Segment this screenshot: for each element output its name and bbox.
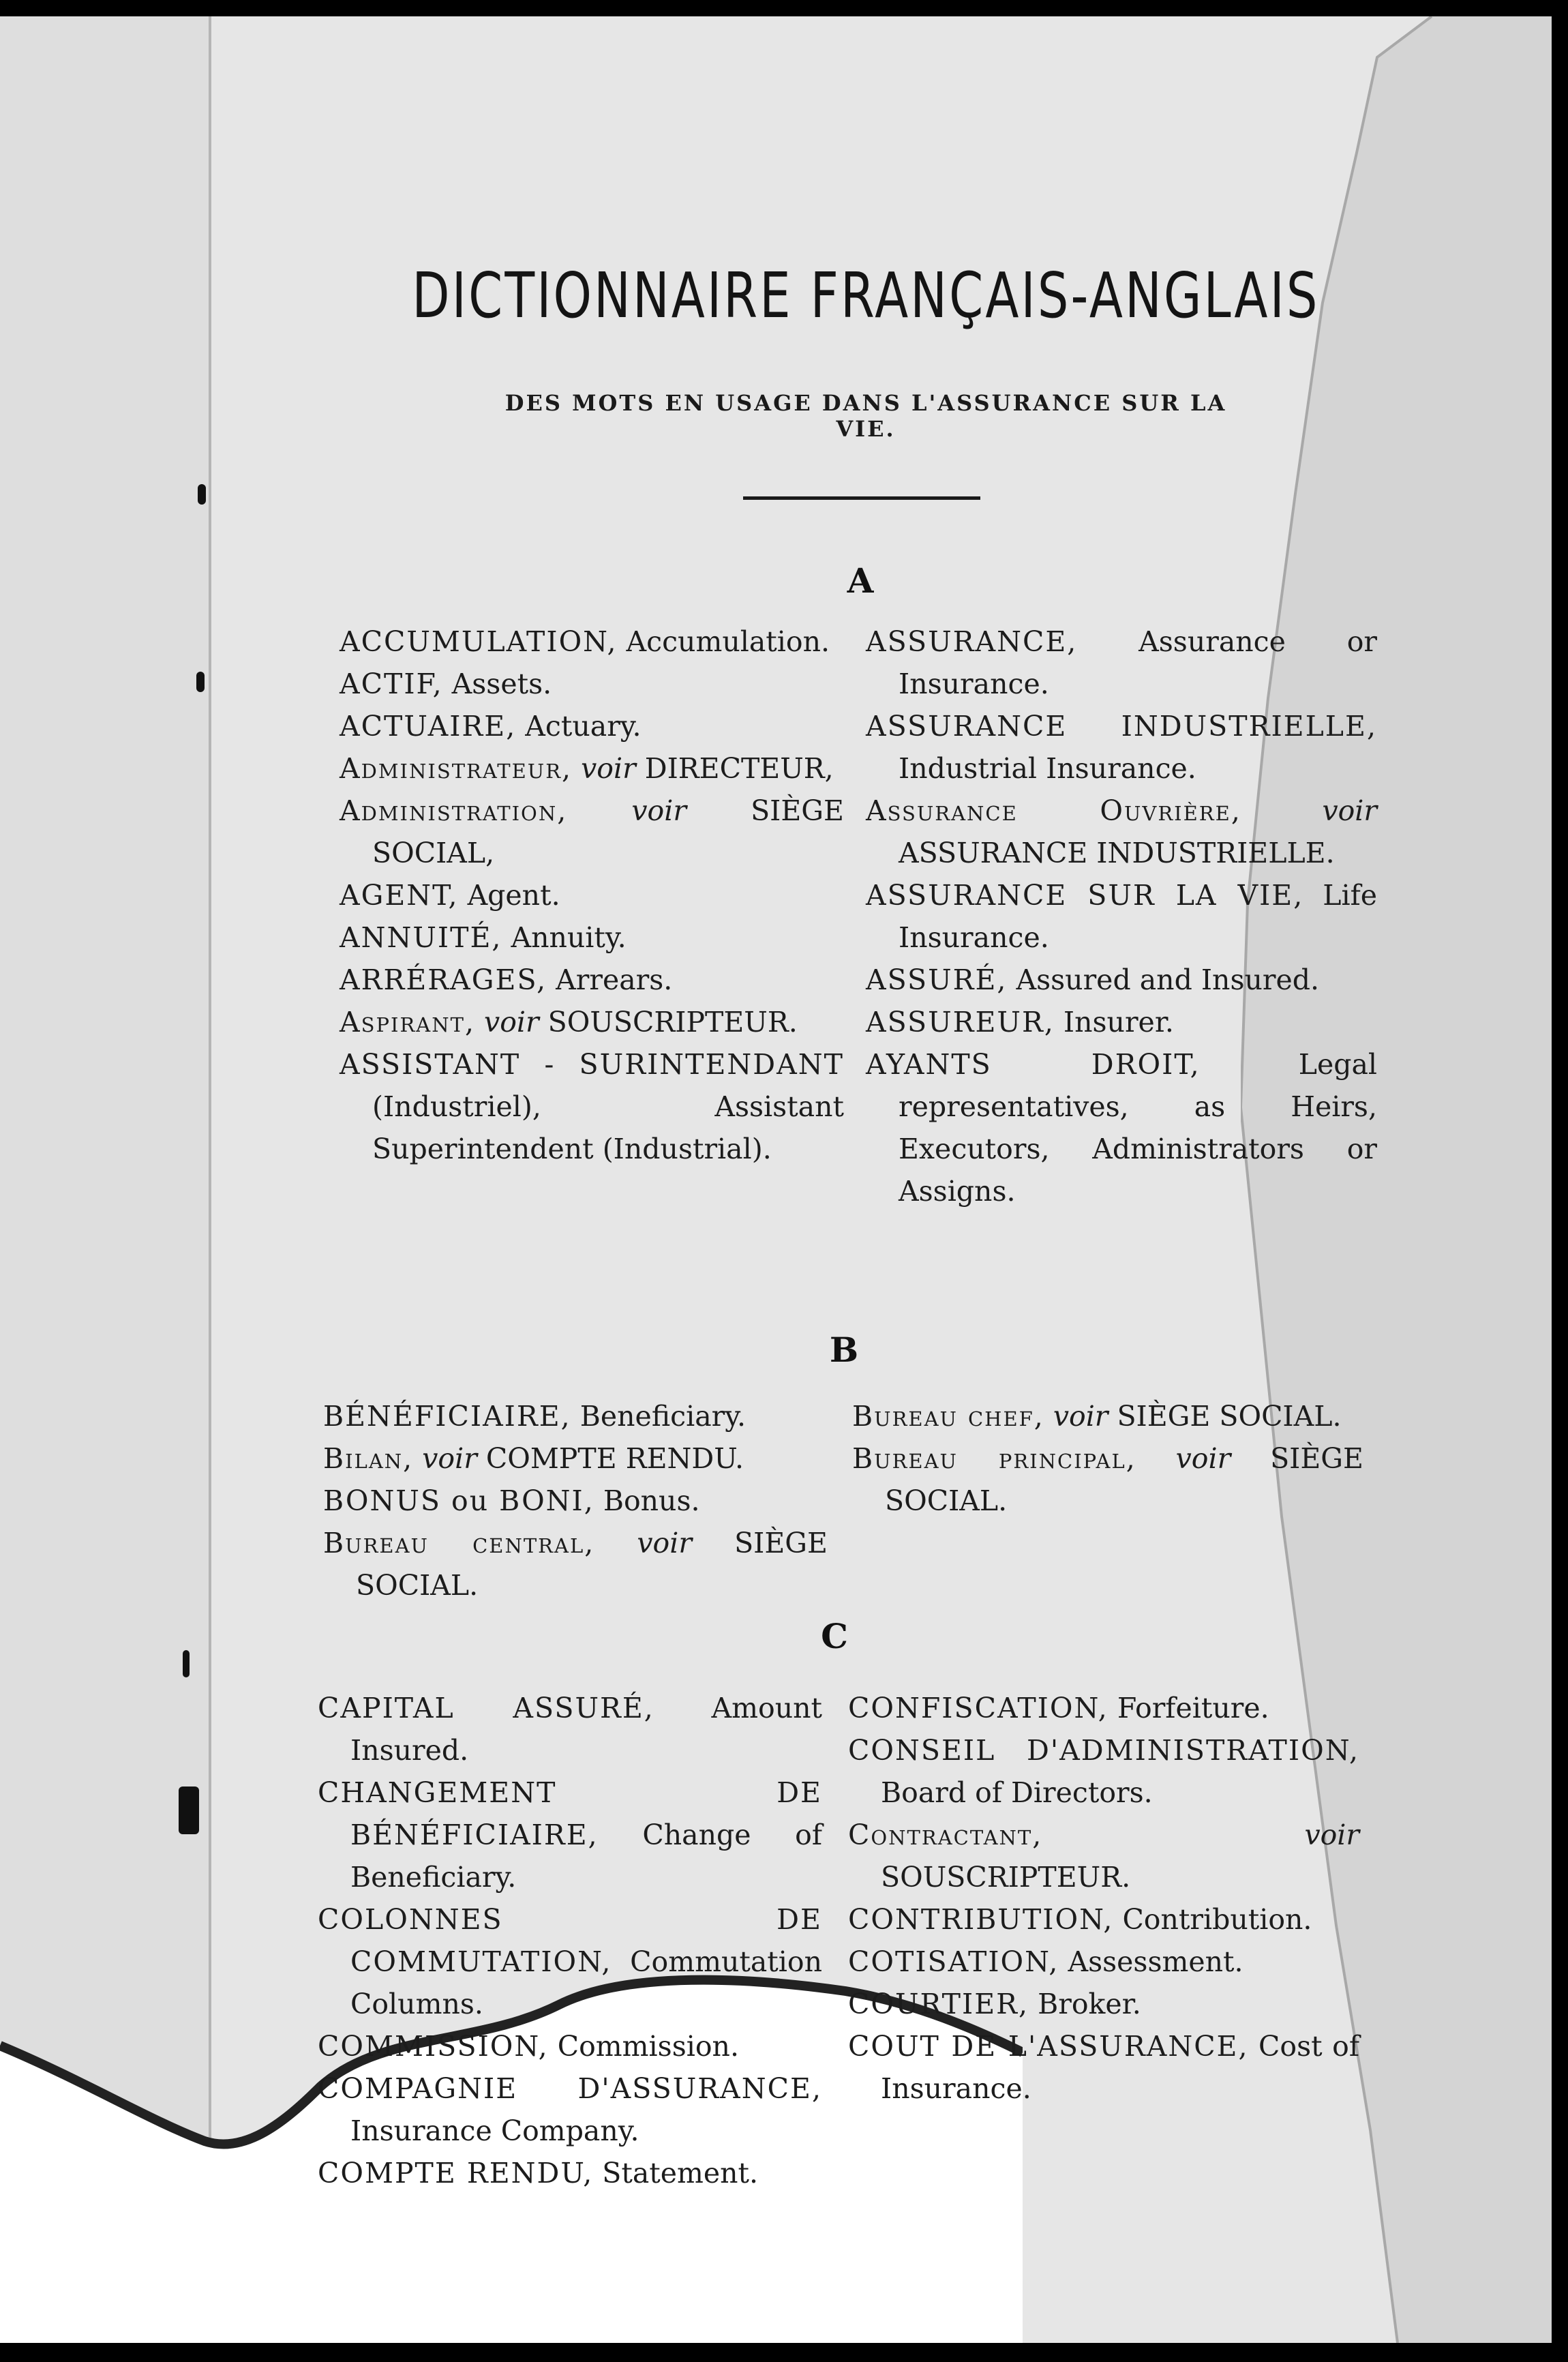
entry-translation: Commission. bbox=[548, 2030, 739, 2063]
title-rule bbox=[743, 496, 980, 500]
entry-head: COMPAGNIE D'ASSURANCE, bbox=[318, 2072, 822, 2105]
section-letter-b: B bbox=[829, 1330, 859, 1370]
dictionary-entry bbox=[318, 2025, 822, 2067]
entry-translation: Statement. bbox=[593, 2157, 759, 2189]
dictionary-entry bbox=[318, 2067, 822, 2152]
entry-translation: Cost of Insurance. bbox=[881, 2030, 1359, 2105]
entry-translation: Bonus. bbox=[594, 1484, 700, 1517]
entry-head: CHANGEMENT DE BÉNÉFICIAIRE, bbox=[318, 1776, 822, 1851]
entry-head: ASSURANCE SUR LA VIE, bbox=[866, 879, 1304, 912]
entry-translation: Life Insurance. bbox=[899, 879, 1378, 954]
entry-head: ACCUMULATION, bbox=[340, 625, 618, 658]
entry-translation: SIÈGE SOCIAL. bbox=[885, 1442, 1363, 1517]
entry-head: Aspirant, bbox=[340, 1006, 475, 1038]
dictionary-entry bbox=[848, 1687, 1359, 1729]
edge-ink-mark bbox=[179, 1787, 199, 1834]
dictionary-entry bbox=[866, 1043, 1377, 1212]
edge-ink-mark bbox=[183, 1650, 190, 1677]
entry-head: AYANTS DROIT, bbox=[866, 1048, 1201, 1081]
dictionary-entry bbox=[323, 1522, 828, 1606]
entry-voir: voir bbox=[1175, 1442, 1231, 1475]
entry-translation: (Industriel), Assistant Superintendent (Industrial). bbox=[372, 1090, 844, 1165]
entry-head: COURTIER, bbox=[848, 1988, 1029, 2020]
dictionary-entry bbox=[318, 1687, 822, 1772]
entry-head: ACTUAIRE, bbox=[340, 710, 517, 743]
entry-head: ASSUREUR, bbox=[866, 1006, 1055, 1038]
entry-head: COLONNES DE COMMUTATION, bbox=[318, 1903, 822, 1978]
entry-translation: SIÈGE SOCIAL. bbox=[1108, 1400, 1342, 1433]
entry-head: Bureau chef, bbox=[852, 1400, 1044, 1433]
page-subtitle: DES MOTS EN USAGE DANS L'ASSURANCE SUR LA VIE. bbox=[504, 390, 1227, 442]
dictionary-entry bbox=[848, 1898, 1359, 1941]
dictionary-entry bbox=[323, 1480, 828, 1522]
entry-translation: COMPTE RENDU. bbox=[477, 1442, 744, 1475]
entry-translation: Commutation Columns. bbox=[350, 1945, 822, 2020]
entry-translation: Annuity. bbox=[502, 921, 627, 954]
entry-head: Assurance Ouvrière, bbox=[866, 794, 1241, 827]
entry-head: ANNUITÉ, bbox=[340, 921, 502, 954]
entry-head: ASSISTANT - SURINTENDANT bbox=[340, 1048, 844, 1081]
entry-translation: Change of Beneficiary. bbox=[350, 1819, 822, 1894]
entry-head: Contractant, bbox=[848, 1819, 1043, 1851]
scan-border-right bbox=[1552, 0, 1568, 2362]
dictionary-entry bbox=[340, 747, 844, 790]
dictionary-entry bbox=[852, 1395, 1363, 1437]
entry-translation: Arrears. bbox=[547, 963, 673, 996]
section-b-left-column bbox=[323, 1395, 828, 1606]
entry-translation: Assets. bbox=[442, 668, 552, 700]
entry-head: CONTRIBUTION, bbox=[848, 1903, 1114, 1936]
entry-head: ARRÉRAGES, bbox=[340, 963, 547, 996]
scan-border-bottom bbox=[0, 2343, 1568, 2362]
entry-head: ASSURANCE, bbox=[866, 625, 1078, 658]
entry-translation: Contribution. bbox=[1113, 1903, 1312, 1936]
entry-head: Administration, bbox=[340, 794, 568, 827]
entry-head: ASSURANCE INDUSTRIELLE, bbox=[866, 710, 1377, 743]
dictionary-entry bbox=[848, 1814, 1359, 1898]
dictionary-entry bbox=[340, 874, 844, 916]
entry-voir: voir bbox=[422, 1442, 477, 1475]
entry-translation: Accumulation. bbox=[617, 625, 830, 658]
dictionary-entry bbox=[848, 2025, 1359, 2110]
entry-head: COMPTE RENDU, bbox=[318, 2157, 594, 2189]
section-letter-a: A bbox=[847, 560, 874, 601]
entry-head: COTISATION, bbox=[848, 1945, 1059, 1978]
entry-head: BÉNÉFICIAIRE, bbox=[323, 1400, 571, 1433]
dictionary-entry bbox=[866, 959, 1377, 1001]
entry-translation: Broker. bbox=[1029, 1988, 1141, 2020]
edge-ink-mark bbox=[196, 672, 205, 692]
entry-voir: voir bbox=[637, 1527, 692, 1559]
edge-ink-mark bbox=[198, 484, 206, 505]
entry-head: CONSEIL D'ADMINISTRATION, bbox=[848, 1734, 1359, 1767]
entry-translation: Assessment. bbox=[1059, 1945, 1243, 1978]
entry-translation: Industrial Insurance. bbox=[899, 752, 1196, 785]
dictionary-entry bbox=[866, 705, 1377, 790]
dictionary-entry bbox=[318, 2152, 822, 2194]
dictionary-entry bbox=[340, 790, 844, 874]
dictionary-entry bbox=[340, 621, 844, 663]
entry-head: CONFISCATION, bbox=[848, 1692, 1109, 1724]
entry-head: CAPITAL ASSURÉ, bbox=[318, 1692, 654, 1724]
section-c-left-column bbox=[318, 1687, 822, 2194]
dictionary-entry bbox=[848, 1729, 1359, 1814]
entry-translation: DIRECTEUR, bbox=[635, 752, 834, 785]
dictionary-entry bbox=[866, 874, 1377, 959]
scan-border-top bbox=[0, 0, 1568, 16]
dictionary-entry bbox=[866, 621, 1377, 705]
dictionary-entry bbox=[848, 1983, 1359, 2025]
section-c-right-column bbox=[848, 1687, 1359, 2110]
dictionary-entry bbox=[340, 1001, 844, 1043]
entry-translation: Forfeiture. bbox=[1108, 1692, 1269, 1724]
section-a-right-column bbox=[866, 621, 1377, 1212]
entry-head: Administrateur, bbox=[340, 752, 573, 785]
dictionary-entry bbox=[866, 1001, 1377, 1043]
entry-translation: Beneficiary. bbox=[571, 1400, 747, 1433]
dictionary-entry bbox=[866, 790, 1377, 874]
section-letter-c: C bbox=[821, 1616, 848, 1656]
dictionary-entry bbox=[323, 1395, 828, 1437]
page-title: DICTIONNAIRE FRANÇAIS-ANGLAIS bbox=[412, 259, 1320, 332]
entry-translation: ASSURANCE INDUSTRIELLE. bbox=[899, 837, 1335, 869]
entry-translation: SOUSCRIPTEUR. bbox=[539, 1006, 798, 1038]
entry-translation: Legal representatives, as Heirs, Executors, Administrators or Assigns. bbox=[899, 1048, 1378, 1208]
entry-voir: voir bbox=[581, 752, 636, 785]
dictionary-entry bbox=[318, 1898, 822, 2025]
entry-head: Bureau central, bbox=[323, 1527, 595, 1559]
dictionary-entry bbox=[318, 1772, 822, 1898]
entry-voir: voir bbox=[1304, 1819, 1359, 1851]
entry-head: ACTIF, bbox=[340, 668, 443, 700]
entry-head: COMMISSION, bbox=[318, 2030, 549, 2063]
dictionary-entry bbox=[340, 959, 844, 1001]
entry-translation: Insurance Company. bbox=[350, 2114, 639, 2147]
dictionary-entry bbox=[340, 916, 844, 959]
section-a-left-column bbox=[340, 621, 844, 1170]
entry-head: Bilan, bbox=[323, 1442, 414, 1475]
entry-translation: SIÈGE SOCIAL. bbox=[356, 1527, 828, 1602]
entry-voir: voir bbox=[1053, 1400, 1109, 1433]
entry-head: COUT DE L'ASSURANCE, bbox=[848, 2030, 1249, 2063]
dictionary-entry bbox=[848, 1941, 1359, 1983]
dictionary-entry bbox=[340, 663, 844, 705]
entry-translation: SOUSCRIPTEUR. bbox=[881, 1861, 1131, 1894]
entry-translation: Agent. bbox=[458, 879, 560, 912]
entry-translation: Actuary. bbox=[516, 710, 642, 743]
entry-translation: Assurance or Insurance. bbox=[899, 625, 1377, 700]
entry-head: BONUS ou BONI, bbox=[323, 1484, 594, 1517]
entry-head: AGENT, bbox=[340, 879, 459, 912]
entry-translation: Board of Directors. bbox=[881, 1776, 1153, 1809]
entry-head: ASSURÉ, bbox=[866, 963, 1008, 996]
dictionary-entry bbox=[340, 705, 844, 747]
entry-translation: SIÈGE SOCIAL, bbox=[372, 794, 844, 869]
entry-voir: voir bbox=[631, 794, 687, 827]
dictionary-entry bbox=[340, 1043, 844, 1170]
entry-voir: voir bbox=[484, 1006, 539, 1038]
section-b-right-column bbox=[852, 1395, 1363, 1522]
dictionary-entry bbox=[852, 1437, 1363, 1522]
entry-head: Bureau principal, bbox=[852, 1442, 1136, 1475]
entry-translation: Insurer. bbox=[1054, 1006, 1174, 1038]
dictionary-entry bbox=[323, 1437, 828, 1480]
entry-translation: Assured and Insured. bbox=[1007, 963, 1320, 996]
entry-voir: voir bbox=[1322, 794, 1377, 827]
entry-translation: Amount Insured. bbox=[350, 1692, 822, 1767]
